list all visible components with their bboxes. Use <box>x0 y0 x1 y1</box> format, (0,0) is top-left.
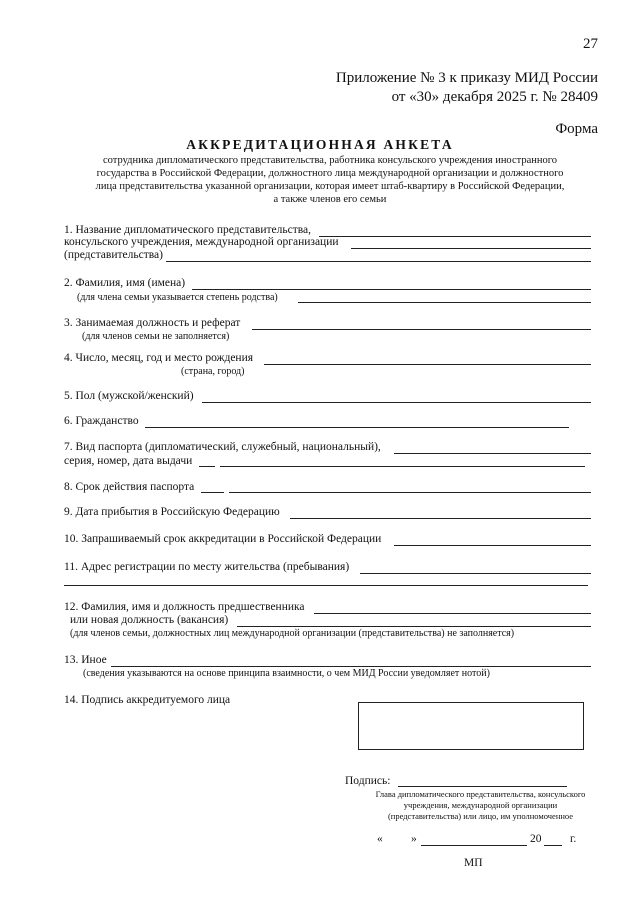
signature-field[interactable] <box>398 786 567 787</box>
item12-label-line1: 12. Фамилия, имя и должность предшественника <box>64 601 305 613</box>
item8-label: 8. Срок действия паспорта <box>64 481 195 493</box>
item4-note: (страна, город) <box>181 366 245 377</box>
item3-note: (для членов семьи не заполняется) <box>82 331 230 342</box>
item5-field[interactable] <box>202 402 591 403</box>
intro-line-3: лица представительства указанной организации, которая имеет штаб-квартиру в Российской Федерации, <box>95 181 565 192</box>
item3-label: 3. Занимаемая должность и реферат <box>64 317 241 329</box>
signature-box[interactable] <box>358 702 584 750</box>
item12-field-1[interactable] <box>314 613 591 614</box>
date-year-suffix: г. <box>570 833 577 845</box>
item7-number-field[interactable] <box>220 466 585 467</box>
item12-label-line2: или новая должность (вакансия) <box>70 614 229 626</box>
item2-note: (для члена семьи указывается степень родства) <box>77 292 278 303</box>
date-month-field[interactable] <box>421 845 527 846</box>
form-label: Форма <box>555 121 598 137</box>
item1-label-line1: 1. Название дипломатического представительства, <box>64 224 311 236</box>
date-year-prefix: 20 <box>530 833 542 845</box>
item5-label: 5. Пол (мужской/женский) <box>64 390 194 402</box>
intro-line-2: государства в Российской Федерации, должностного лица международной организации и должностного <box>96 168 564 179</box>
item7-field-1[interactable] <box>394 453 591 454</box>
item6-field[interactable] <box>145 427 569 428</box>
item12-note: (для членов семьи, должностных лиц международной организации (представительства) не заполняется) <box>70 628 515 639</box>
signature-label: Подпись: <box>345 775 391 787</box>
item8-field-a[interactable] <box>201 492 224 493</box>
item13-note: (сведения указываются на основе принципа взаимности, о чем МИД России уведомляет нотой) <box>83 668 490 679</box>
signature-caption: Глава дипломатического представительства, консульского учреждения, международной организации (представительства) или лицо, им уполномоченное <box>375 789 586 821</box>
item1-label-line2: консульского учреждения, международной организации <box>64 236 339 248</box>
item10-label: 10. Запрашиваемый срок аккредитации в Российской Федерации <box>64 533 382 545</box>
page-number: 27 <box>583 36 598 52</box>
form-title: АККРЕДИТАЦИОННАЯ АНКЕТА <box>186 137 454 152</box>
item11-label: 11. Адрес регистрации по месту жительства (пребывания) <box>64 561 350 573</box>
item10-field[interactable] <box>394 545 591 546</box>
date-close-quote: » <box>411 833 417 845</box>
item1-label-line3: (представительства) <box>64 249 163 261</box>
item2-field[interactable] <box>192 289 591 290</box>
item13-field[interactable] <box>111 666 591 667</box>
item3-field[interactable] <box>252 329 591 330</box>
item7-label-line2: серия, номер, дата выдачи <box>64 455 193 467</box>
date-open-quote: « <box>377 833 383 845</box>
intro-line-4: а также членов его семьи <box>273 194 387 205</box>
appendix-line-1: Приложение № 3 к приказу МИД России <box>335 70 598 86</box>
item4-field[interactable] <box>264 364 591 365</box>
item9-label: 9. Дата прибытия в Российскую Федерацию <box>64 506 280 518</box>
intro-line-1: сотрудника дипломатического представительства, работника консульского учреждения иностранного <box>102 155 558 166</box>
item13-label: 13. Иное <box>64 654 107 666</box>
item1-field-2[interactable] <box>351 248 591 249</box>
item4-label: 4. Число, месяц, год и место рождения <box>64 352 254 364</box>
item1-field-3[interactable] <box>166 261 591 262</box>
date-day-field[interactable] <box>387 845 412 846</box>
item7-series-field[interactable] <box>199 466 215 467</box>
item9-field[interactable] <box>290 518 591 519</box>
item11-field-1[interactable] <box>360 573 591 574</box>
item2-field-2[interactable] <box>298 302 591 303</box>
item11-field-2[interactable] <box>64 585 588 586</box>
item8-field-b[interactable] <box>229 492 591 493</box>
item1-field-1[interactable] <box>319 236 591 237</box>
appendix-line-2: от «30» декабря 2025 г. № 28409 <box>391 89 598 105</box>
item14-label: 14. Подпись аккредитуемого лица <box>64 694 231 706</box>
item6-label: 6. Гражданство <box>64 415 139 427</box>
item12-field-2[interactable] <box>237 626 591 627</box>
stamp-label: МП <box>464 857 483 869</box>
item2-label: 2. Фамилия, имя (имена) <box>64 277 186 289</box>
date-year-field[interactable] <box>544 845 562 846</box>
item7-label-line1: 7. Вид паспорта (дипломатический, служебный, национальный), <box>64 441 381 453</box>
